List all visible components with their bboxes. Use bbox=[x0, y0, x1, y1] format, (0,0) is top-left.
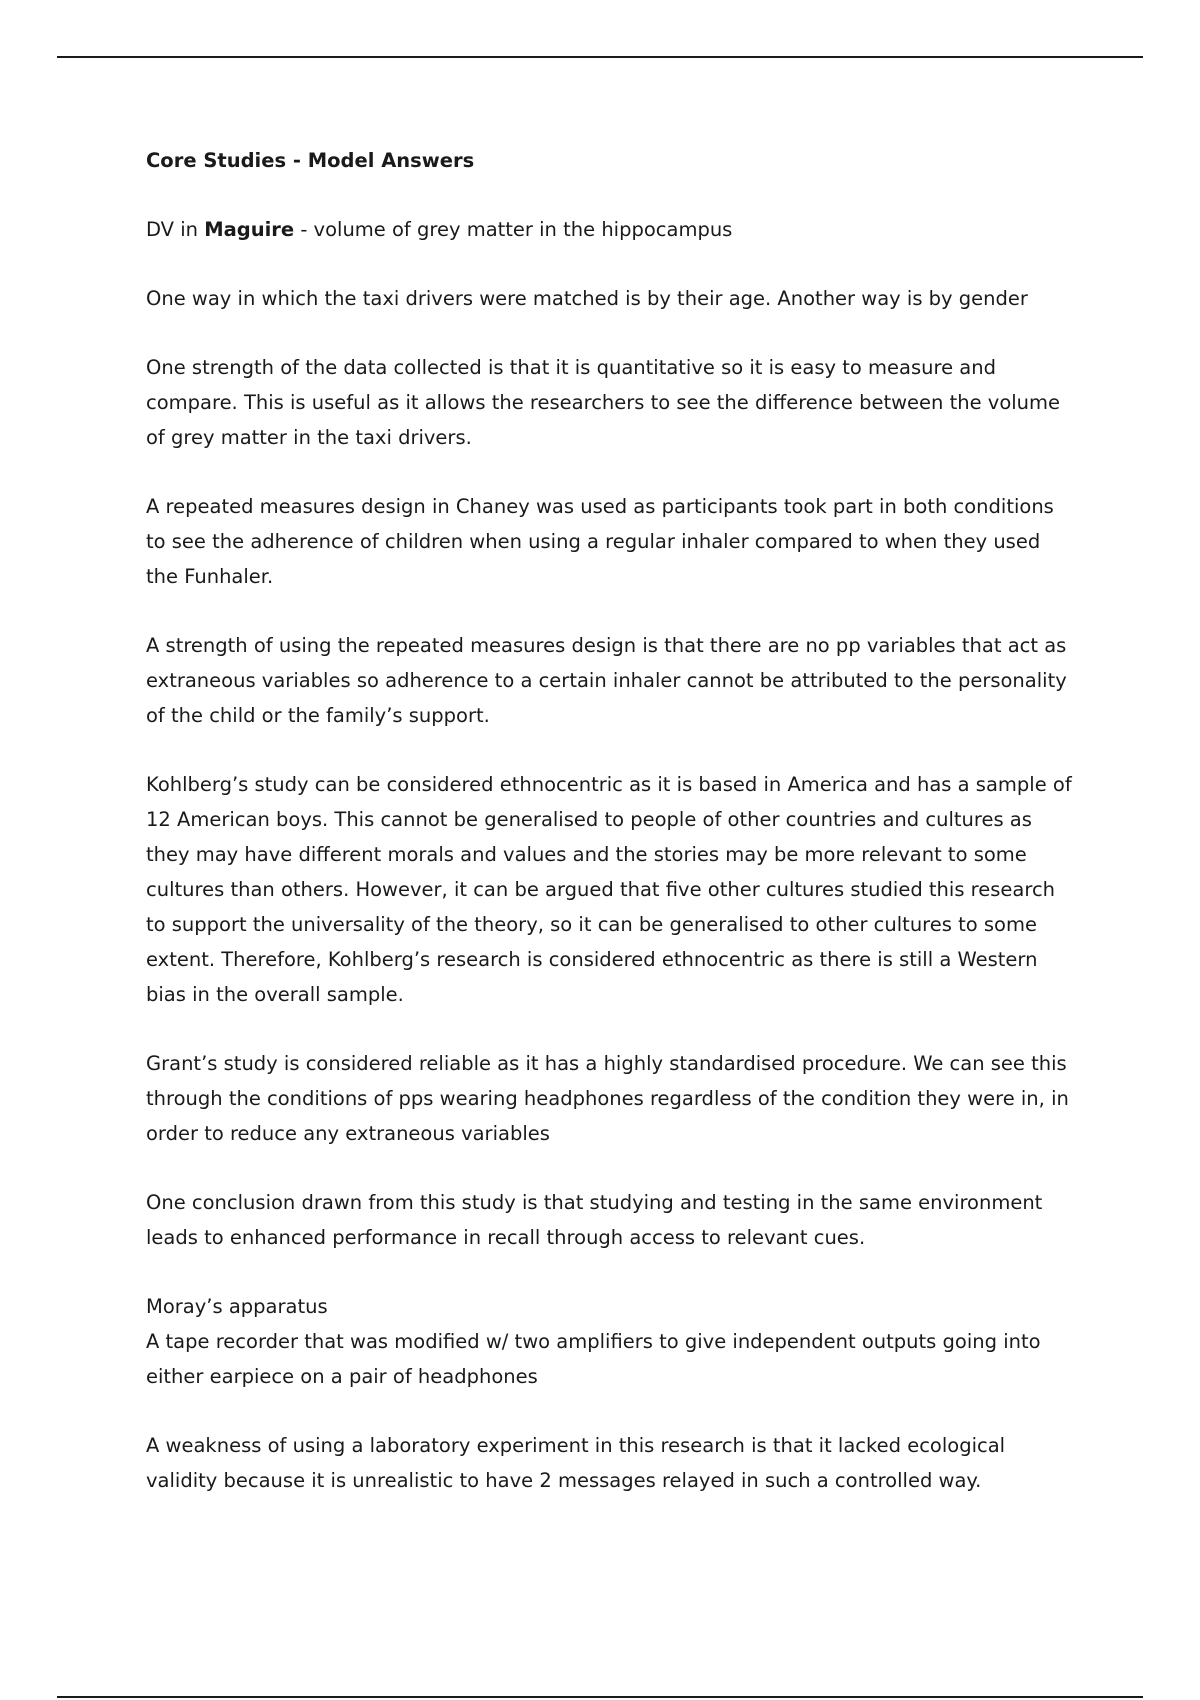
paragraph-lab-weakness: A weakness of using a laboratory experiment in this research is that it lacked ecological validity because it is unrealistic to have 2 messages relayed in such a controlled way. bbox=[146, 1434, 1006, 1492]
page-title: Core Studies - Model Answers bbox=[146, 149, 475, 172]
top-rule bbox=[57, 56, 1143, 58]
maguire-dv-paragraph bbox=[146, 212, 1076, 247]
paragraph-kohlberg: Kohlberg’s study can be considered ethnocentric as it is based in America and has a sample of 12 American boys. This cannot be generalised to people of other countries and cultures as they may have different morals and values and the stories may be more relevant to some cultures than others. However, it can be argued that five other cultures studied this research to support the universality of the theory, so it can be generalised to other cultures to some extent. Therefore, Kohlberg’s research is considered ethnocentric as there is still a Western bias in the overall sample. bbox=[146, 773, 1072, 1006]
paragraph-grant: Grant’s study is considered reliable as it has a highly standardised procedure. We can see this through the conditions of pps wearing headphones regardless of the condition they were in, in order to reduce any extraneous variables bbox=[146, 1052, 1069, 1145]
maguire-name: Maguire bbox=[204, 218, 295, 241]
paragraph-matching: One way in which the taxi drivers were matched is by their age. Another way is by gender bbox=[146, 287, 1028, 310]
paragraph-quantitative-strength: One strength of the data collected is that it is quantitative so it is easy to measure and compare. This is useful as it allows the researchers to see the difference between the volume of grey matter in the taxi drivers. bbox=[146, 356, 1061, 449]
maguire-dv-prefix: DV in bbox=[146, 218, 205, 241]
moray-heading: Moray’s apparatus bbox=[146, 1295, 328, 1318]
paragraph-conclusion: One conclusion drawn from this study is that studying and testing in the same environment leads to enhanced performance in recall through access to relevant cues. bbox=[146, 1191, 1043, 1249]
moray-text: A tape recorder that was modified w/ two amplifiers to give independent outputs going into either earpiece on a pair of headphones bbox=[146, 1330, 1041, 1388]
paragraph-repeated-measures-strength: A strength of using the repeated measures design is that there are no pp variables that act as extraneous variables so adherence to a certain inhaler cannot be attributed to the personality of the child or the family’s support. bbox=[146, 634, 1067, 727]
bottom-rule bbox=[57, 1696, 1143, 1698]
paragraph-chaney-design: A repeated measures design in Chaney was used as participants took part in both conditions to see the adherence of children when using a regular inhaler compared to when they used the Funhaler. bbox=[146, 495, 1054, 588]
document-body bbox=[146, 143, 1076, 1532]
maguire-dv-suffix: - volume of grey matter in the hippocampus bbox=[294, 218, 733, 241]
moray-paragraph bbox=[146, 1289, 1076, 1394]
